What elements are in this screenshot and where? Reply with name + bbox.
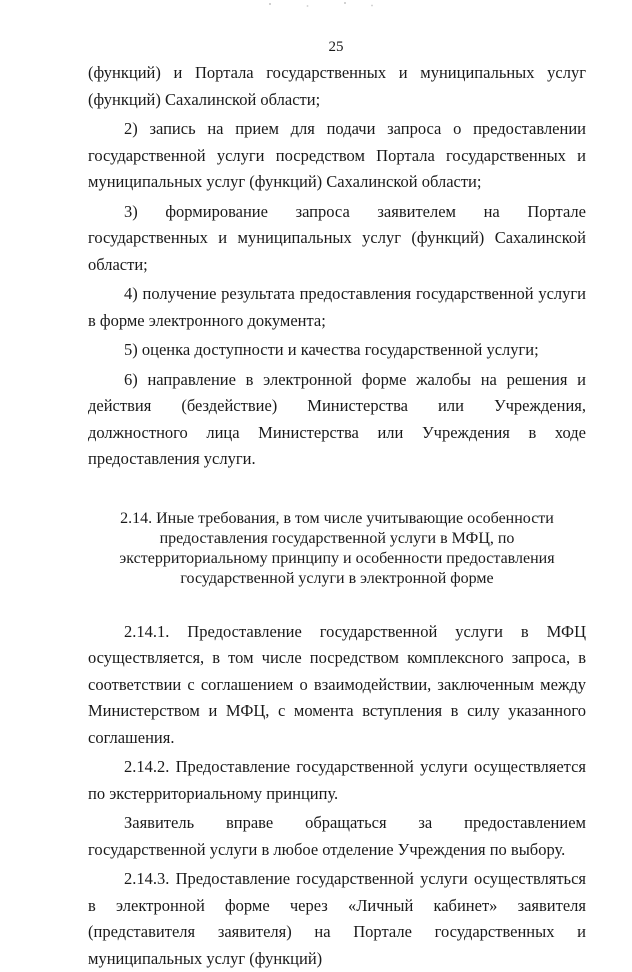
paragraph-applicant: Заявитель вправе обращаться за предоставлением государственной услуги в любое отделение Учреждения по выбору. xyxy=(88,813,586,859)
paragraph-2-14-2: 2.14.2. Предоставление государственной услуги осуществляется по экстерриториальному принципу. xyxy=(88,757,586,803)
list-item-3: 3) формирование запроса заявителем на Портале государственных и муниципальных услуг (функций) Сахалинской области; xyxy=(88,201,586,274)
document-body xyxy=(88,60,586,972)
list-item-5: 5) оценка доступности и качества государственной услуги; xyxy=(124,340,539,359)
scan-artifact xyxy=(240,0,390,10)
paragraph-2-14-1: 2.14.1. Предоставление государственной услуги в МФЦ осуществляется, в том числе посредством комплексного запроса, в соответствии с соглашением о взаимодействии, заключенным между Министерством и МФЦ, с момента вступления в силу указанного соглашения. xyxy=(88,621,586,747)
paragraph-continuation: (функций) и Портала государственных и муниципальных услуг (функций) Сахалинской области; xyxy=(88,63,586,109)
list-item-6: 6) направление в электронной форме жалобы на решения и действия (бездействие) Министерства или Учреждения, должностного лица Министерства или Учреждения в ходе предоставления услуги. xyxy=(88,369,586,468)
section-heading: 2.14. Иные требования, в том числе учитывающие особенности предоставления государственной услуги в МФЦ, по экстерриториальному принципу и особенности предоставления государственной услуги в электронной форме xyxy=(119,509,555,587)
paragraph-2-14-3: 2.14.3. Предоставление государственной услуги осуществляться в электронной форме через «Личный кабинет» заявителя (представителя заявителя) на Портале государственных и муниципальных услуг (функций) xyxy=(88,869,586,968)
page-number: 25 xyxy=(328,39,344,55)
list-item-4: 4) получение результата предоставления государственной услуги в форме электронного документа; xyxy=(88,284,586,330)
list-item-2: 2) запись на прием для подачи запроса о предоставлении государственной услуги посредством Портала государственных и муниципальных услуг (функций) Сахалинской области; xyxy=(88,119,586,191)
